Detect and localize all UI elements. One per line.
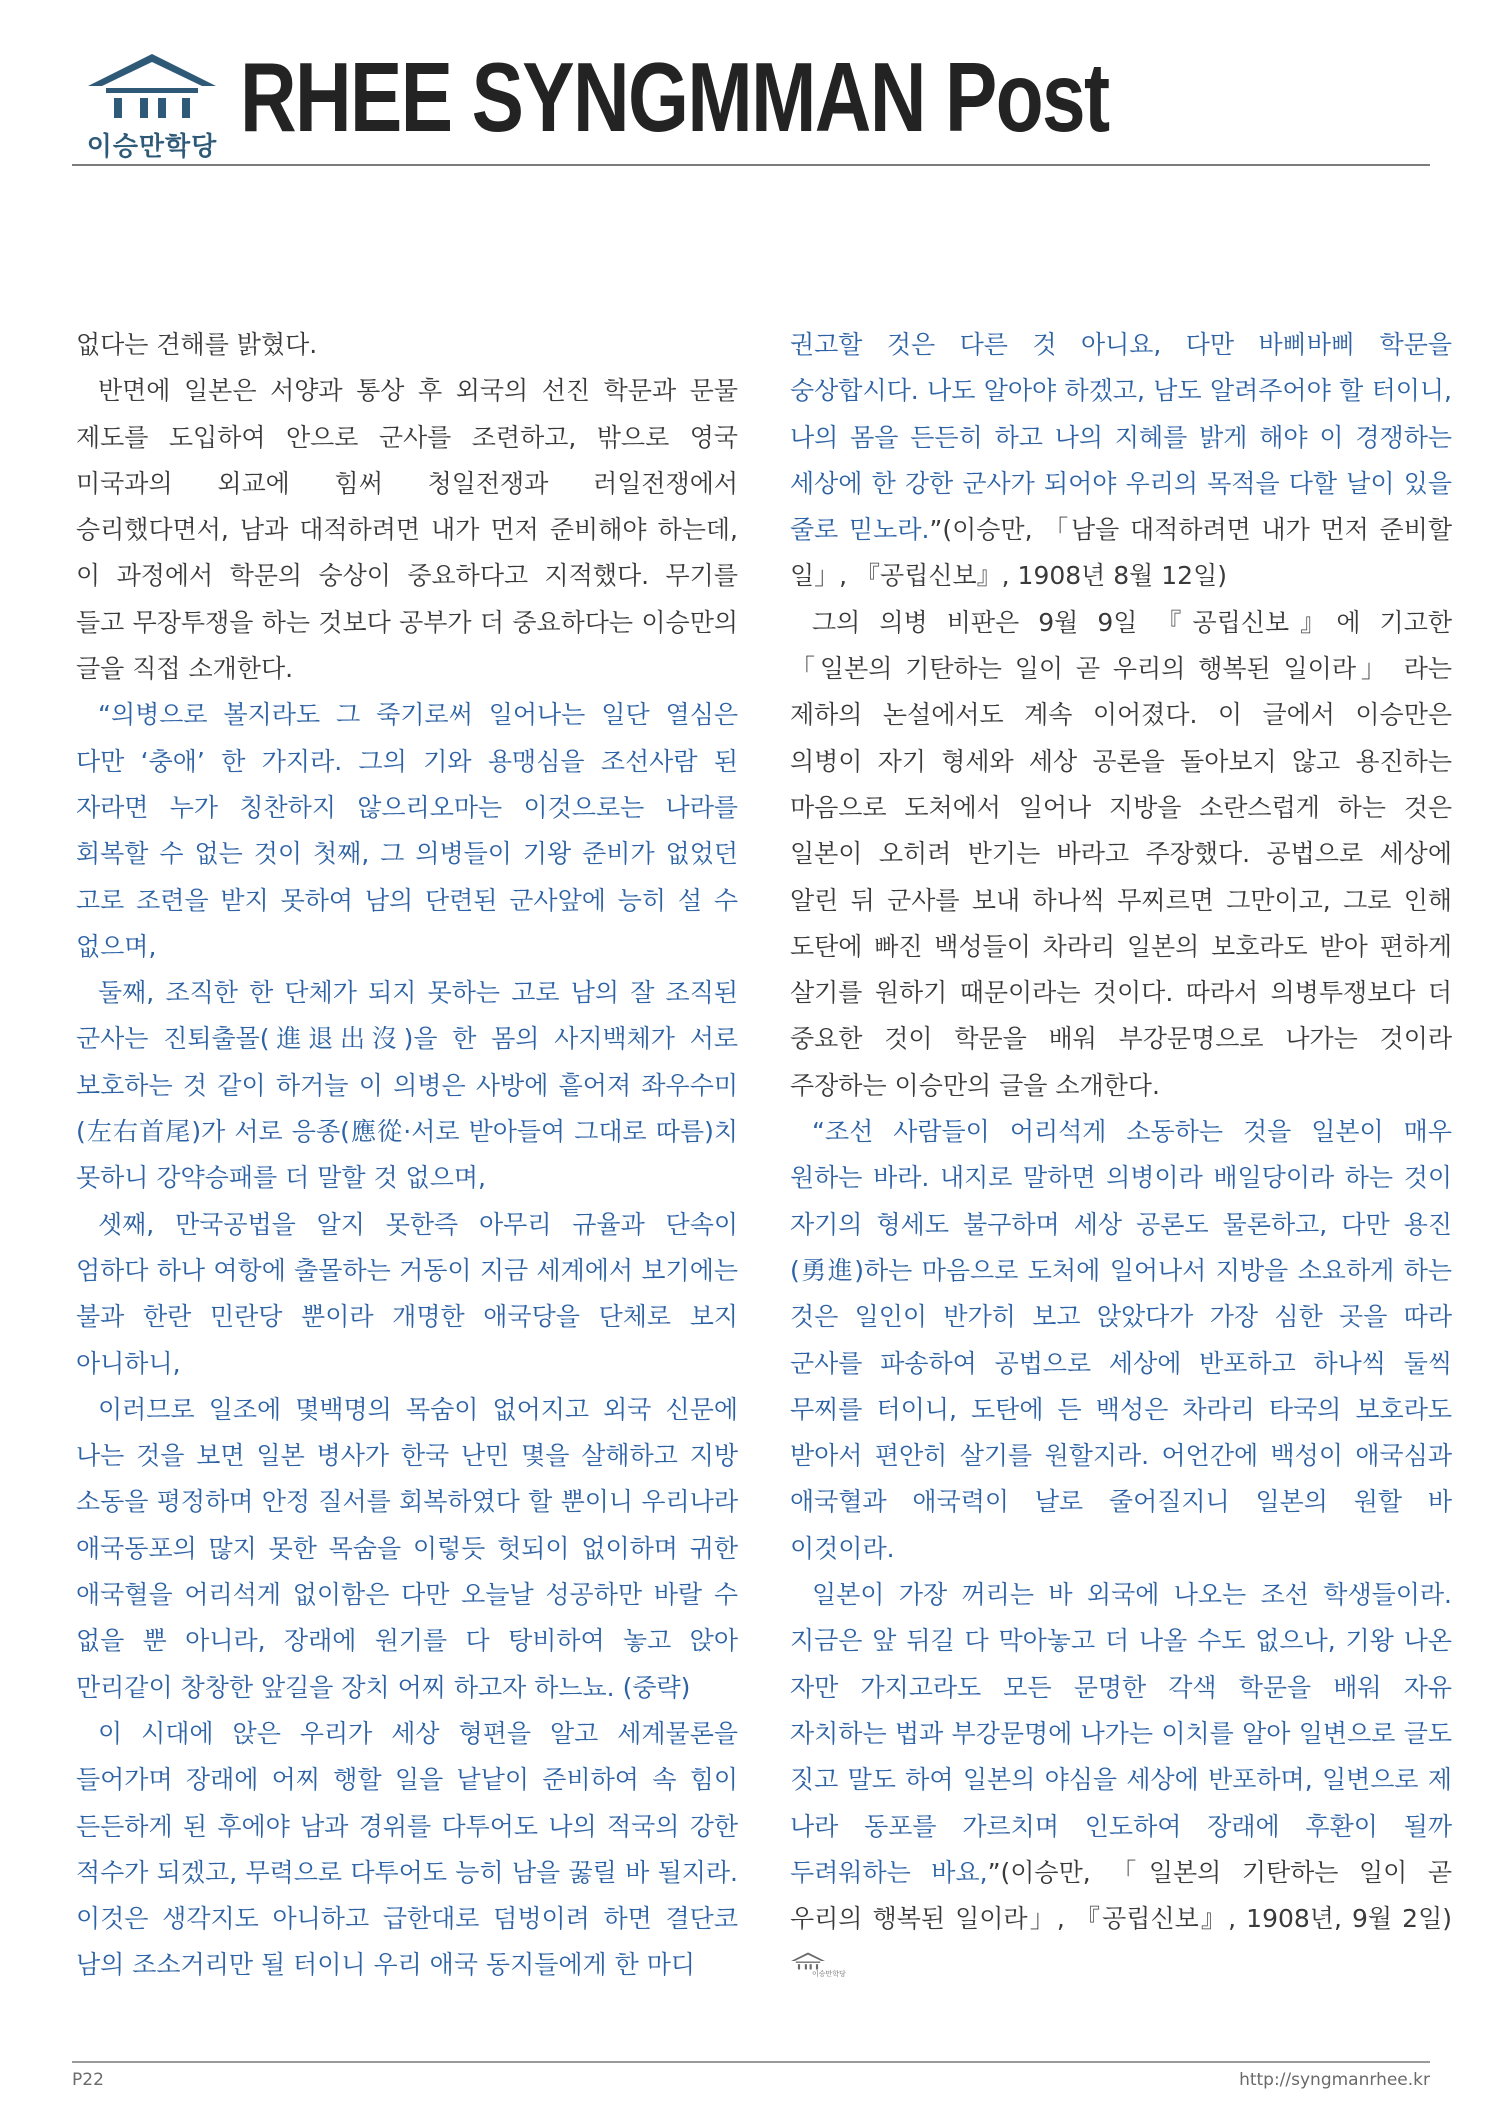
quote-paragraph: 이러므로 일조에 몇백명의 목숨이 없어지고 외국 신문에 나는 것을 보면 일본 병사가 한국 난민 몇을 살해하고 지방 소동을 평정하며 안정 질서를 회복하였다 할 뿐이니 우리나라 애국동포의 많지 못한 목숨을 이렇듯 헛되이 없이하며 귀한 애국혈을 어리석게 없이함은 다만 오늘날 성공하만 바랄 수 없을 뿐 아니라, 장래에 원기를 다 탕비하여 놓고 앉아 만리같이 창창한 앞길을 장치 어찌 하고자 하느뇨. (중략) (76, 1394, 738, 1702)
footer-divider (72, 2061, 1430, 2063)
publication-title: RHEE SYNGMMAN Post (240, 42, 1109, 152)
quote-text: 권고할 것은 다른 것 아니요, 다만 바삐바삐 학문을 숭상합시다. 나도 알아야 하겠고, 남도 알려주어야 할 터이니, 나의 몸을 든든히 하고 나의 지혜를 밝게 해야 이 경쟁하는 세상에 한 강한 군사가 되어야 우리의 목적을 다할 날이 있을 줄로 믿노라. (790, 330, 1452, 545)
citation: ”(이승만, 「일본의 기탄하는 일이 곧 우리의 행복된 일이라」, 『공립신보』, 1908년, 9월 2일) (790, 1857, 1452, 1934)
paragraph: 반면에 일본은 서양과 통상 후 외국의 선진 학문과 문물 제도를 도입하여 안으로 군사를 조련하고, 밖으로 영국 미국과의 외교에 힘써 청일전쟁과 러일전쟁에서 승리했다면서, 남과 대적하려면 내가 먼저 준비해야 하는데, 이 과정에서 학문의 숭상이 중요하다고 지적했다. 무기를 들고 무장투쟁을 하는 것보다 공부가 더 중요하다는 이승만의 글을 직접 소개한다. (76, 376, 738, 684)
quote-text: 일본이 가장 꺼리는 바 외국에 나오는 조선 학생들이라. 지금은 앞 뒤길 다 막아놓고 더 나올 수도 없으나, 기왕 나온 자만 가지고라도 모든 문명한 각색 학문을 배워 자유 자치하는 법과 부강문명에 나가는 이치를 알아 일변으로 글도 짓고 말도 하여 일본의 야심을 세상에 반포하며, 일변으로 제 나라 동포를 가르치며 인도하여 장래에 후환이 될까 두려워하는 바요, (790, 1580, 1452, 1887)
quote-paragraph: “의병으로 볼지라도 그 죽기로써 일어나는 일단 열심은 다만 ‘충애’ 한 가지라. 그의 기와 용맹심을 조선사람 된 자라면 누가 칭찬하지 않으리오마는 이것으로는 나라를 회복할 수 없는 것이 첫째, 그 의병들이 기왕 준비가 없었던 고로 조련을 받지 못하여 남의 단련된 군사앞에 능히 설 수 없으며, (76, 700, 738, 961)
logo (72, 50, 232, 160)
quote-paragraph: 이 시대에 앉은 우리가 세상 형편을 알고 세계물론을 들어가며 장래에 어찌 행할 일을 낱낱이 준비하여 속 힘이 든든하게 된 후에야 남과 경위를 다투어도 나의 적국의 강한 적수가 되겠고, 무력으로 다투어도 능히 남을 꿇릴 바 될지라. 이것은 생각지도 아니하고 급한대로 덤벙이려 하면 결단코 남의 조소거리만 될 터이니 우리 애국 동지들에게 한 마디 (76, 1718, 738, 1980)
quote-paragraph (790, 322, 1452, 600)
quote-paragraph (790, 1572, 1452, 1989)
quote-paragraph: 셋째, 만국공법을 알지 못한즉 아무리 규율과 단속이 엄하다 하나 여항에 출몰하는 거동이 지금 세계에서 보기에는 불과 한란 민란당 뿐이라 개명한 애국당을 단체로 보지 아니하니, (76, 1209, 738, 1378)
logo-text: 이승만학당 (86, 132, 218, 162)
house-logo-icon (790, 1951, 826, 1971)
quote-paragraph: “조선 사람들이 어리석게 소동하는 것을 일본이 매우 원하는 바라. 내지로 말하면 의병이라 배일당이라 하는 것이 자기의 형세도 불구하며 세상 공론도 물론하고, 다만 용진 (勇進)하는 마음으로 도처에 일어나서 지방을 소요하게 하는 것은 일인이 반가히 보고 앉았다가 가장 심한 곳을 따라 군사를 파송하여 공법으로 세상에 반포하고 하나씩 둘씩 무찌를 터이니, 도탄에 든 백성은 차라리 타국의 보호라도 받아서 편안히 살기를 원할지라. 어언간에 백성이 애국심과 애국혈과 애국력이 날로 줄어질지니 일본의 원할 바 이것이라. (790, 1117, 1452, 1563)
end-mark-logo (790, 1951, 846, 1981)
page-number: P22 (72, 2070, 104, 2090)
quote-paragraph: 둘째, 조직한 한 단체가 되지 못하는 고로 남의 잘 조직된 군사는 진퇴출몰(進退出沒)을 한 몸의 사지백체가 서로 보호하는 것 같이 하거늘 이 의병은 사방에 흩어져 좌우수미 (左右首尾)가 서로 응종(應從·서로 받아들여 그대로 따름)치 못하니 강약승패를 더 말할 것 없으며, (76, 978, 738, 1193)
citation: ”(이승만, 「남을 대적하려면 내가 먼저 준비할 일」, 『공립신보』, 1908년 8월 12일) (790, 515, 1452, 591)
paragraph: 없다는 견해를 밝혔다. (76, 330, 318, 359)
end-mark-text: 이승만학당 (812, 1970, 846, 1979)
house-logo-icon (84, 50, 220, 122)
footer-url: http://syngmanrhee.kr (1239, 2070, 1430, 2090)
paragraph: 그의 의병 비판은 9월 9일 『공립신보』에 기고한 「일본의 기탄하는 일이 곧 우리의 행복된 일이라」 라는 제하의 논설에서도 계속 이어졌다. 이 글에서 이승만은 의병이 자기 형세와 세상 공론을 돌아보지 않고 용진하는 마음으로 도처에서 일어나 지방을 소란스럽게 하는 것은 일본이 오히려 반기는 바라고 주장했다. 공법으로 세상에 알린 뒤 군사를 보내 하나씩 무찌르면 그만이고, 그로 인해 도탄에 빠진 백성들이 차라리 일본의 보호라도 받아 편하게 살기를 원하기 때문이라는 것이다. 따라서 의병투쟁보다 더 중요한 것이 학문을 배워 부강문명으로 나가는 것이라 주장하는 이승만의 글을 소개한다. (790, 607, 1452, 1100)
right-column (790, 322, 1452, 1989)
header-divider (72, 164, 1430, 166)
page-header (72, 42, 1430, 162)
left-column (76, 322, 738, 1989)
